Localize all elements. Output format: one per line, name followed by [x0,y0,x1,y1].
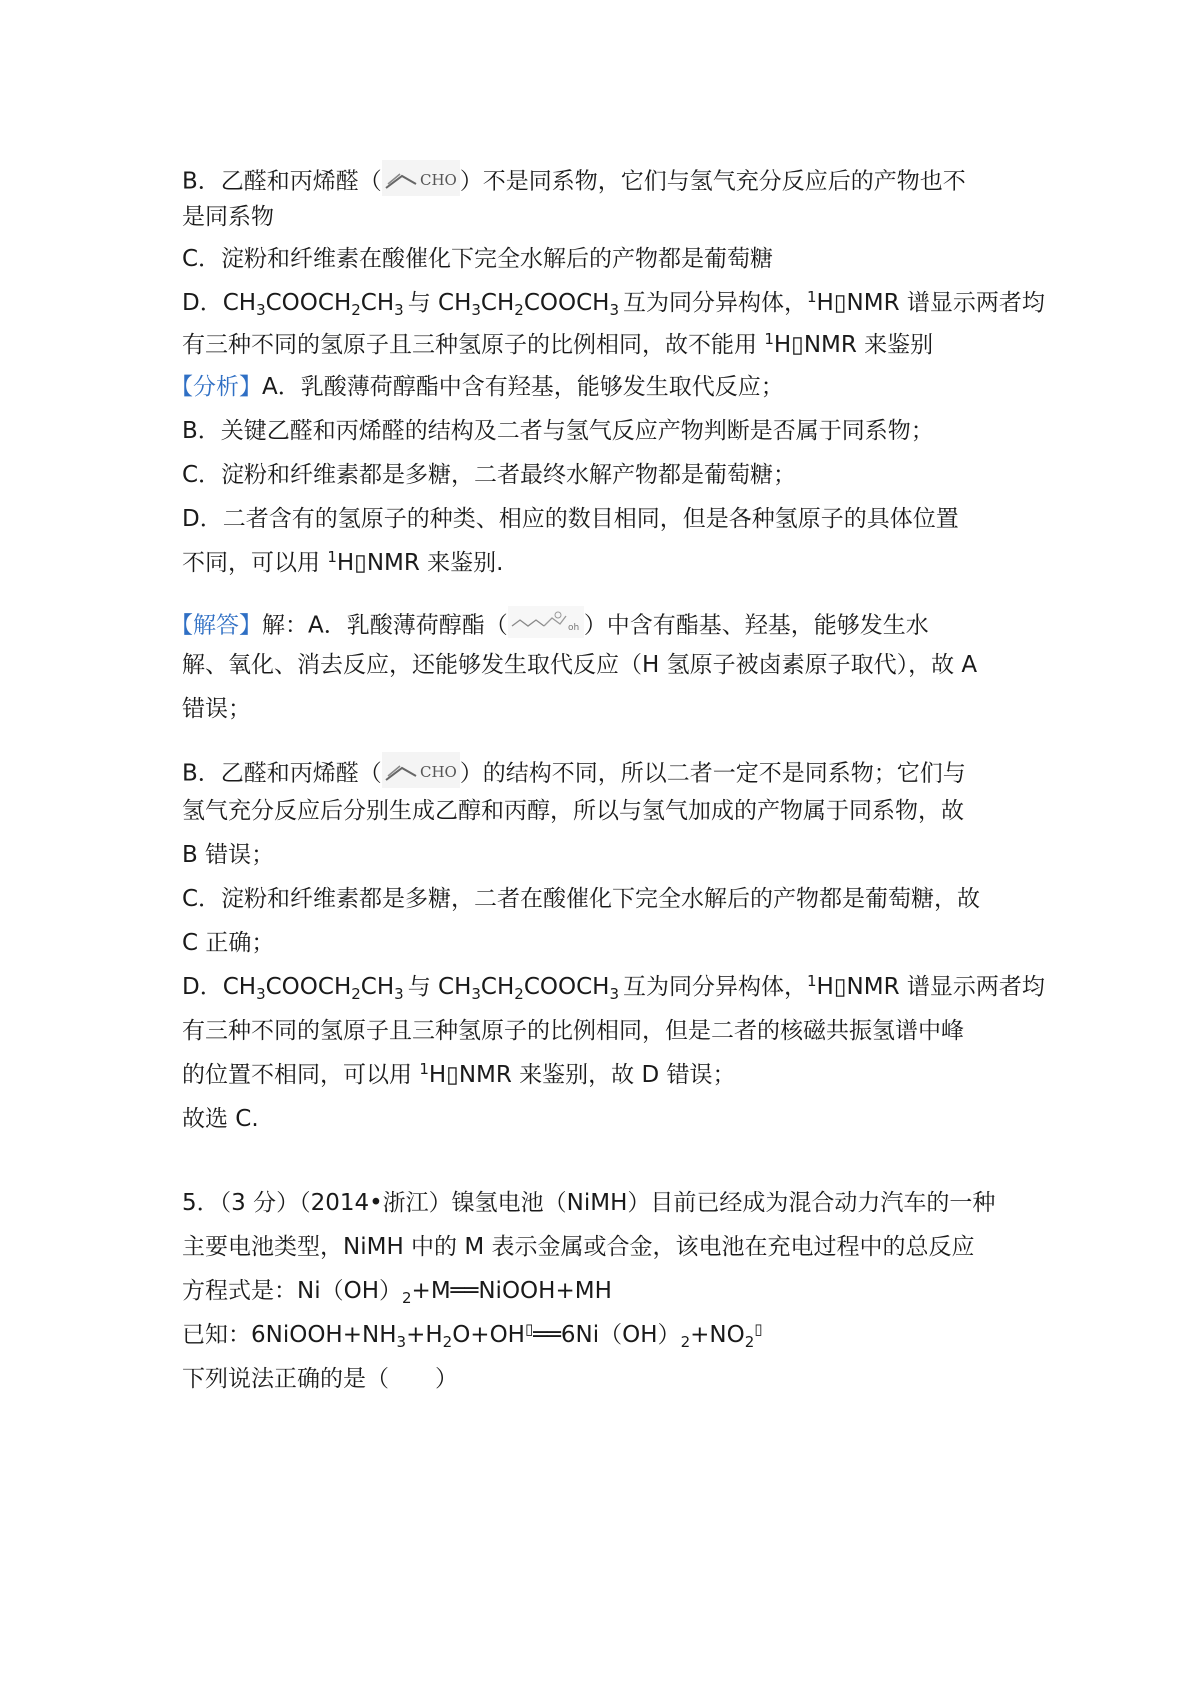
q5-equation: 方程式是：$Ni(OH)_2+M══NiOOH+MH$ [182,1278,612,1307]
analysis-d-cont: 不同，可以用 $^1$H▯NMR 来鉴别. [182,548,504,576]
answer-d-cont-1: 有三种不同的氢原子且三种氢原子的比例相同，但是二者的核磁共振氢谱中峰 [182,1018,964,1044]
answer-d: D．$CH_3COOCH_2CH_3$ 与 $CH_3CH_2COOCH_3$ 互为同分异构体，$^1$H▯NMR 谱显示两者均 [182,972,1045,1003]
answer-b-cont-2: B 错误； [182,842,275,868]
q4-option-d: D．$CH_3COOCH_2CH_3$ 与 $CH_3CH_2COOCH_3$ 互为同分异构体，$^1$H▯NMR 谱显示两者均 [182,288,1045,319]
q5-prompt: 下列说法正确的是（ ） [182,1366,458,1392]
answer-b: B．乙醛和丙烯醛（ CHO ）的结构不同，所以二者一定不是同系物；它们与 [182,752,966,796]
svg-text:oh: oh [567,623,579,633]
q5-known-reaction: 已知：$6NiOOH+NH_3+H_2O+OH^▯══6Ni(OH)_2+NO_2^▯$ [182,1320,763,1351]
svg-text:CHO: CHO [419,171,457,189]
answer-d-cont-2: 的位置不相同，可以用 $^1$H▯NMR 来鉴别，故 D 错误； [182,1060,736,1088]
answer-a-cont-1: 解、氧化、消去反应，还能够发生取代反应（H 氢原子被卤素原子取代），故 A [182,652,978,678]
answer-a: 【解答】解：A．乳酸薄荷醇酯（ oh ）中含有酯基、羟基，能够发生水 [170,606,929,646]
q4-option-b: B．乙醛和丙烯醛（ CHO ）不是同系物，它们与氢气充分反应后的产物也不 [182,160,966,204]
answer-c: C．淀粉和纤维素都是多糖，二者在酸催化下完全水解后的产物都是葡萄糖，故 [182,886,981,912]
svg-text:CHO: CHO [419,763,457,781]
analysis-b: B．关键乙醛和丙烯醛的结构及二者与氢气反应产物判断是否属于同系物； [182,418,934,444]
answer-c-cont: C 正确； [182,930,275,956]
menthyl-lactate-structure-image [508,606,584,646]
analysis-d: D．二者含有的氢原子的种类、相应的数目相同，但是各种氢原子的具体位置 [182,506,959,532]
analysis-c: C．淀粉和纤维素都是多糖，二者最终水解产物都是葡萄糖； [182,462,797,488]
q4-option-c: C．淀粉和纤维素在酸催化下完全水解后的产物都是葡萄糖 [182,246,774,272]
q5-stem-1: 5．（3 分）（2014•浙江）镍氢电池（NiMH）目前已经成为混合动力汽车的一种 [182,1190,996,1216]
analysis-a: 【分析】A．乳酸薄荷醇酯中含有羟基，能够发生取代反应； [170,374,784,400]
q4-option-d-cont: 有三种不同的氢原子且三种氢原子的比例相同，故不能用 $^1$H▯NMR 来鉴别 [182,330,934,358]
q5-stem-2: 主要电池类型，NiMH 中的 M 表示金属或合金，该电池在充电过程中的总反应 [182,1234,975,1260]
acrolein-structure-image-2 [382,752,460,796]
answer-tag: 【解答】 [170,612,262,639]
analysis-tag: 【分析】 [170,374,262,400]
q4-option-b-cont: 是同系物 [182,204,274,230]
answer-b-cont-1: 氢气充分反应后分别生成乙醇和丙醇，所以与氢气加成的产物属于同系物，故 [182,798,964,824]
answer-conclusion: 故选 C. [182,1106,259,1132]
acrolein-structure-image [382,160,460,204]
answer-a-cont-2: 错误； [182,696,251,722]
